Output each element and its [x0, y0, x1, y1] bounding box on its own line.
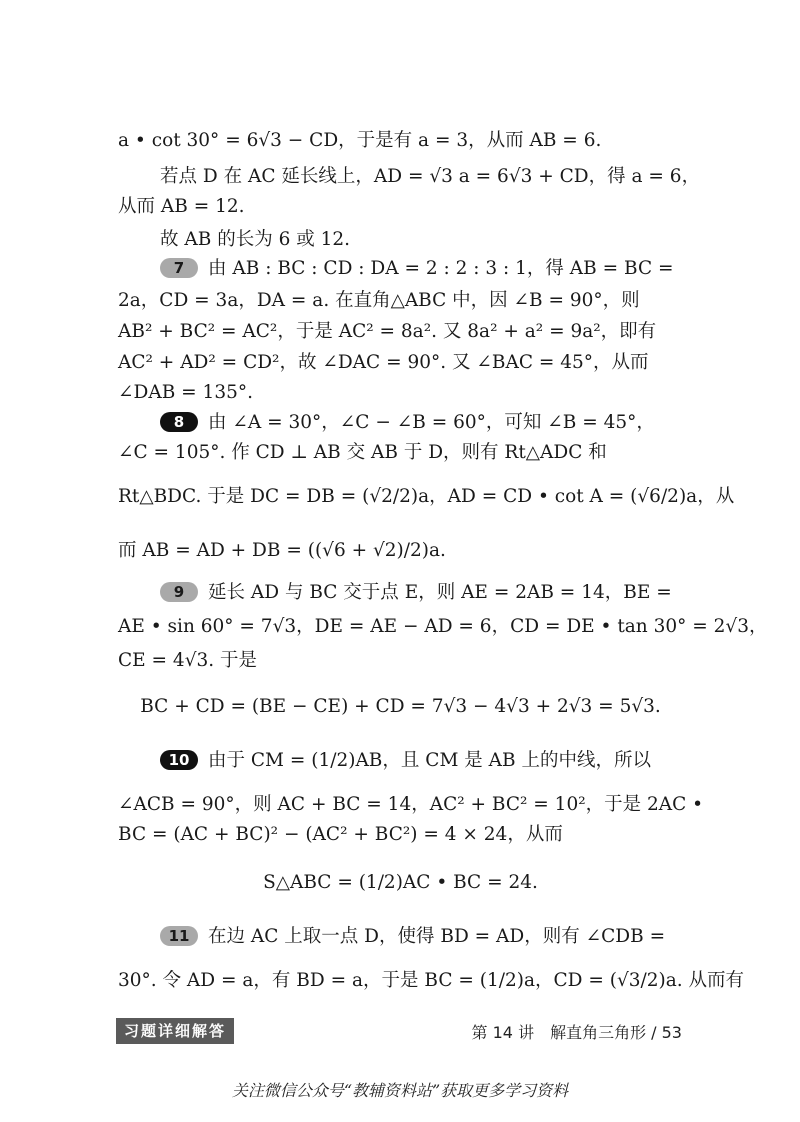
text-line: ∠ACB = 90°，则 AC + BC = 14，AC² + BC² = 10²，于是 2AC • — [118, 794, 704, 815]
problem-number-badge: 10 — [160, 750, 198, 770]
text-line: a • cot 30° = 6√3 − CD，于是有 a = 3，从而 AB = 6. — [118, 130, 602, 151]
problem-number-badge: 9 — [160, 582, 198, 602]
text-line: CE = 4√3. 于是 — [118, 650, 258, 671]
problem-10-line — [160, 748, 725, 774]
watermark-text: 关注微信公众号“教辅资料站”获取更多学习资料 — [231, 1081, 569, 1100]
text-line: BC = (AC + BC)² − (AC² + BC²) = 4 × 24，从而 — [118, 824, 563, 845]
problem-number-badge: 8 — [160, 412, 198, 432]
text-line: AC² + AD² = CD²，故 ∠DAC = 90°. 又 ∠BAC = 45°，从而 — [118, 352, 649, 373]
text-span: 由 ∠A = 30°，∠C − ∠B = 60°，可知 ∠B = 45°， — [208, 412, 655, 433]
text-line: 2a，CD = 3a，DA = a. 在直角△ABC 中，因 ∠B = 90°，则 — [118, 290, 640, 311]
text-span: 由 AB : BC : CD : DA = 2 : 2 : 3 : 1，得 AB = BC = — [208, 258, 674, 279]
text-line: 故 AB 的长为 6 或 12. — [160, 229, 351, 250]
text-span: 延长 AD 与 BC 交于点 E，则 AE = 2AB = 14，BE = — [208, 582, 672, 603]
text-line: Rt△BDC. 于是 DC = DB = (√2/2)a，AD = CD • cot A = (√6/2)a，从 — [118, 486, 735, 507]
footer-chapter-page: 第 14 讲 解直角三角形 / 53 — [471, 1023, 682, 1042]
problem-number-badge: 7 — [160, 258, 198, 278]
text-line: 从而 AB = 12. — [118, 196, 245, 217]
text-line: AE • sin 60° = 7√3，DE = AE − AD = 6，CD = DE • tan 30° = 2√3， — [118, 616, 768, 637]
footer-section-tag: 习题详细解答 — [116, 1018, 234, 1044]
problem-7-line — [160, 256, 725, 282]
equation-line: S△ABC = (1/2)AC • BC = 24. — [263, 872, 538, 893]
text-line: 若点 D 在 AC 延长线上，AD = √3 a = 6√3 + CD，得 a = 6， — [160, 166, 701, 187]
text-span: 由于 CM = (1/2)AB，且 CM 是 AB 上的中线，所以 — [208, 750, 651, 771]
text-line: AB² + BC² = AC²，于是 AC² = 8a². 又 8a² + a² = 9a²，即有 — [118, 321, 657, 342]
problem-number-badge: 11 — [160, 926, 198, 946]
text-line: 而 AB = AD + DB = ((√6 + √2)/2)a. — [118, 540, 446, 561]
equation-line: BC + CD = (BE − CE) + CD = 7√3 − 4√3 + 2√3 = 5√3. — [140, 696, 661, 717]
text-line: 30°. 令 AD = a，有 BD = a，于是 BC = (1/2)a，CD = (√3/2)a. 从而有 — [118, 970, 745, 991]
text-span: 在边 AC 上取一点 D，使得 BD = AD，则有 ∠CDB = — [208, 926, 666, 947]
problem-11-line — [160, 924, 725, 950]
problem-9-line — [160, 580, 725, 606]
text-line: ∠DAB = 135°. — [118, 382, 253, 403]
text-line: ∠C = 105°. 作 CD ⊥ AB 交 AB 于 D，则有 Rt△ADC 和 — [118, 442, 607, 463]
problem-8-line — [160, 410, 725, 436]
